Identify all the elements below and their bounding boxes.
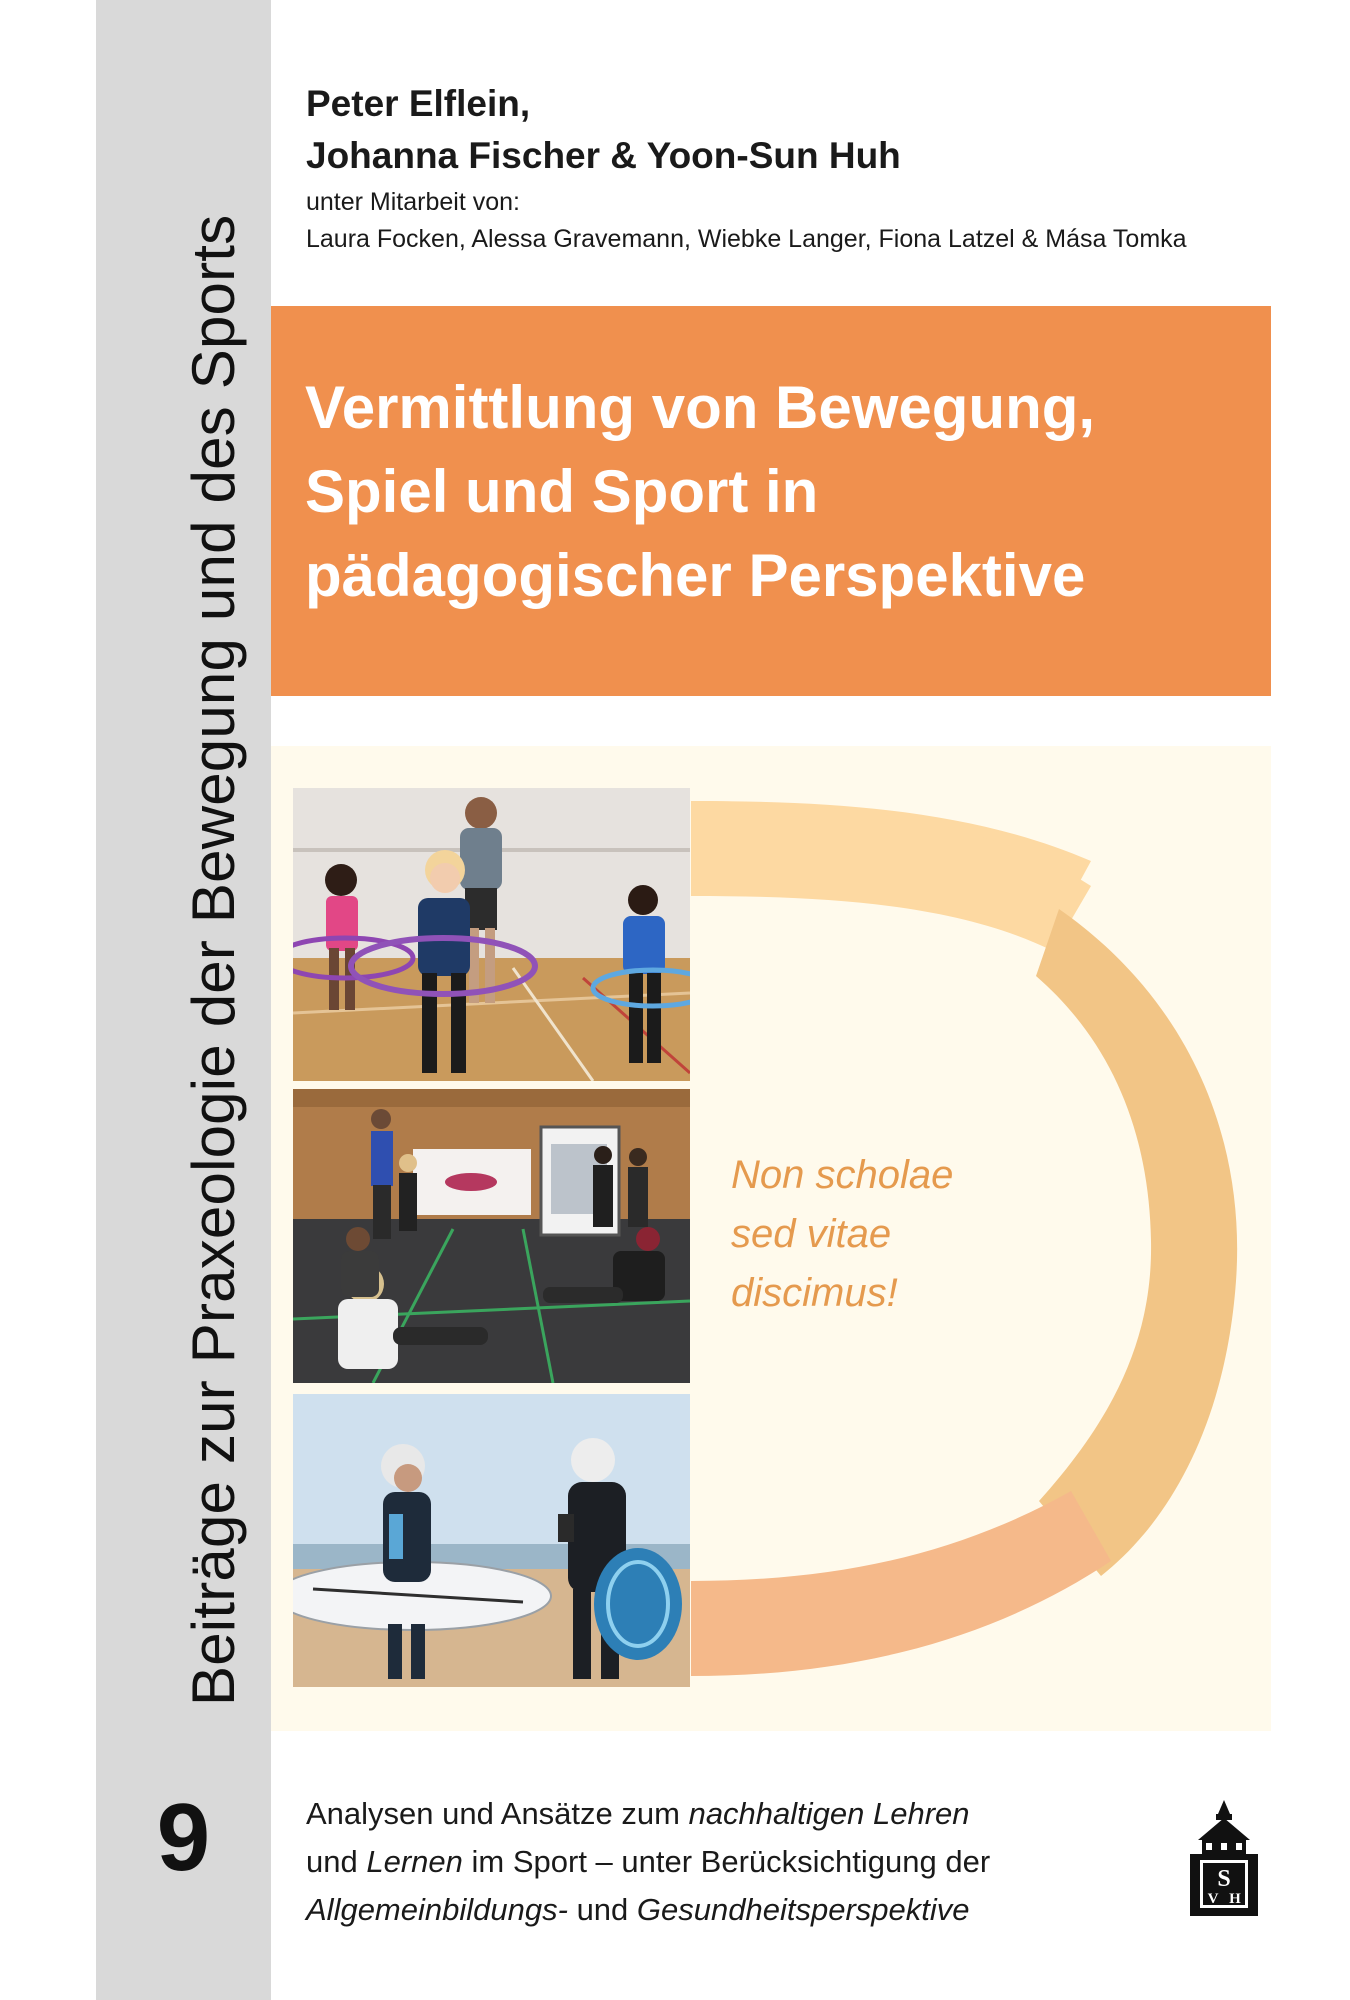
photo-children-hula-hoop [293,788,690,1081]
cycle-segment-bottom [691,1491,1111,1676]
cycle-segment-right [1036,909,1237,1576]
authors-line-2: Johanna Fischer & Yoon-Sun Huh [306,135,901,176]
subtitle-part: im Sport – unter Berücksichtigung der [471,1844,991,1879]
motto-line-2: sed vitae [731,1212,892,1256]
svg-text:V: V [1207,1891,1219,1907]
subtitle-part: und [306,1844,358,1879]
motto-line-1: Non scholae [731,1153,954,1197]
subtitle-emphasis: Gesundheitsperspektive [636,1892,970,1927]
subtitle-emphasis: Allgemeinbildungs- [306,1892,568,1927]
title-band [271,306,1271,696]
authors-line-1: Peter Elflein, [306,83,531,124]
contributors-label: unter Mitarbeit von: [306,188,520,216]
authors [306,78,901,182]
title-line-2: Spiel und Sport in [305,458,819,525]
subtitle-emphasis: Lernen [366,1844,463,1879]
title-line-1: Vermittlung von Bewegung, [305,374,1096,441]
title-line-3: pädagogischer Perspektive [305,542,1086,609]
volume-number: 9 [156,1784,211,1891]
svg-text:S: S [1217,1866,1231,1892]
publisher-logo-tower-icon [1186,1800,1262,1916]
subtitle-emphasis: nachhaltigen Lehren [688,1796,970,1831]
subtitle-part: Analysen und Ansätze zum [306,1796,680,1831]
subtitle-part: und [576,1892,629,1927]
contributors-names: Laura Focken, Alessa Gravemann, Wiebke Langer, Fiona Latzel & Mása Tomka [306,225,1187,253]
cycle-segment-top-inner [691,801,1091,951]
book-title [305,366,1255,618]
book-subtitle [306,1790,1136,1934]
motto-line-3: discimus! [731,1271,898,1315]
svg-text:H: H [1229,1891,1241,1907]
cover-image-panel [271,746,1271,1731]
photo-sports-hall-seminar [293,1089,690,1383]
motto [731,1146,953,1323]
series-title: Beiträge zur Praxeologie der Bewegung und des Sports [180,214,247,1706]
photo-surfers-beach [293,1394,690,1687]
